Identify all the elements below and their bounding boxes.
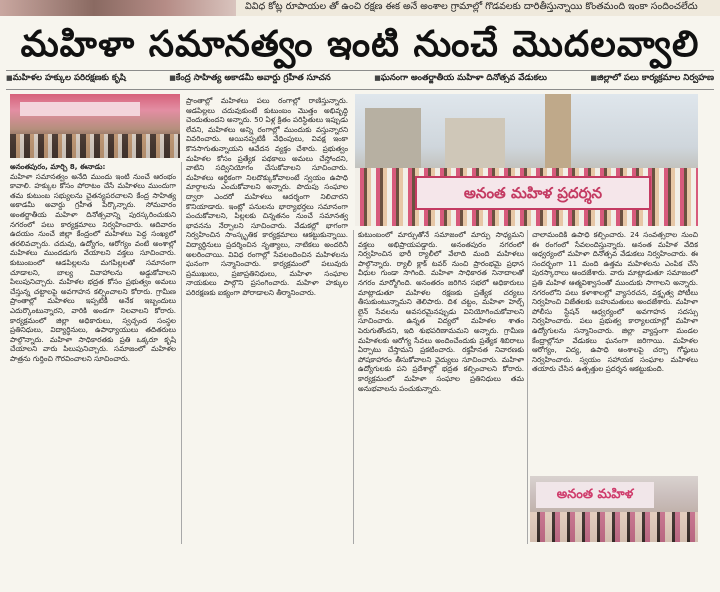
article-column-3 xyxy=(358,230,524,544)
top-strip-image xyxy=(0,0,236,16)
article-column-2 xyxy=(186,96,348,544)
dateline: అనంతపురం, మార్చి 8, ఈనాడు: xyxy=(10,162,106,171)
photo-meeting-stage xyxy=(10,94,180,158)
photo-building xyxy=(445,118,505,174)
column-2-text: ప్రాంతాల్లో మహిళలు పలు రంగాల్లో రాణిస్తున్నారు. ఆడపిల్లలు చదువుకుంటే కుటుంబం మొత్తం అభివృద్ధి చెందుతుందని అన్నారు. 50 ఏళ్ల క్రితం పరిస్థితులు ఇప్పుడు లేవని, మహిళలు అన్ని రంగాల్లో ముందుకు వస్తున్నారని వివరించారు. అయినప్పటికీ వేధింపులు, వివక్ష ఇంకా కొనసాగుతున్నాయని ఆవేదన వ్యక్తం చేశారు. ప్రభుత్వం మహిళల కోసం ప్రత్యేక పథకాలు అమలు చేస్తోందని, వాటిని సద్వినియోగం చేసుకోవాలని సూచించారు. మహిళలు ఆర్థికంగా నిలదొక్కుకోవాలంటే స్వయం ఉపాధి మార్గాలను ఎంచుకోవాలని అన్నారు. పొదుపు సంఘాల ద్వారా ఎందరో మహిళలు ఆదర్శంగా నిలిచారని కొనియాడారు. ఇంట్లో పనులను భార్యాభర్తలు సమానంగా పంచుకోవాలని, పిల్లలకు చిన్నతనం నుంచే సమానత్వ భావనను నేర్పాలని సూచించారు. వేడుకల్లో భాగంగా నిర్వహించిన సాంస్కృతిక కార్యక్రమాలు ఆకట్టుకున్నాయి. విద్యార్థినులు ప్రదర్శించిన నృత్యాలు, నాటికలు అందరినీ అలరించాయి. వివిధ రంగాల్లో సేవలందించిన మహిళలను ఘనంగా సన్మానించారు. కార్యక్రమంలో పలువురు ప్రముఖులు, ప్రజాప్రతినిధులు, మహిళా సంఘాల నాయకులు పాల్గొని ప్రసంగించారు. మహిళా హక్కుల పరిరక్షణకు ఐక్యంగా పోరాడాలని తీర్మానించారు. xyxy=(186,96,348,297)
divider-bottom xyxy=(6,89,714,90)
rally-banner: అనంత మహిళ ప్రదర్శన xyxy=(415,176,651,210)
divider-top xyxy=(6,70,714,71)
page-bottom-margin xyxy=(0,548,720,592)
subheadline-2: ■ కేంద్ర సాహిత్య అకాడమీ అవార్డు గ్రహీత సూచన xyxy=(169,73,330,87)
article-column-4 xyxy=(532,230,698,472)
photo-audience xyxy=(10,134,180,158)
photo-felicitation xyxy=(530,476,698,542)
top-strip-text: వివిధ కోట్ల రూపాయల తో ఉంచి రక్షణ ఈక అనే అంశాల గ్రామాల్లో గొడవలకు దారితీస్తున్నాయి కొంతమంది ఇంకా సందించలేదు xyxy=(245,1,698,12)
photo-rally xyxy=(355,94,698,226)
column-divider xyxy=(181,162,182,544)
article-column-1 xyxy=(10,162,176,544)
column-1-text: మహిళా సమానత్వం అనేది ముందు ఇంటి నుంచే ఆరంభం కావాలి. హక్కుల కోసం పోరాటం చేసే మహిళలు ముందుగా తమ కుటుంబ సభ్యులను చైతన్యపరచాలని కేంద్ర సాహిత్య అకాడమీ అవార్డు గ్రహీత పేర్కొన్నారు. సోమవారం అంతర్జాతీయ మహిళా దినోత్సవాన్ని పురస్కరించుకుని నగరంలో పలు కార్యక్రమాలు నిర్వహించారు. ఆదివారం ఉదయం నుంచే జిల్లా కేంద్రంలో మహిళలు పెద్ద సంఖ్యలో తరలివచ్చారు. చదువు, ఉద్యోగం, ఆరోగ్యం వంటి అంశాల్లో మహిళలు ముందడుగు వేయాలని వక్తలు సూచించారు. కుటుంబంలో ఆడపిల్లలను మగపిల్లలతో సమానంగా చూడాలని, బాల్య వివాహాలను అడ్డుకోవాలని పిలుపునిచ్చారు. మహిళల భద్రత కోసం ప్రభుత్వం అమలు చేస్తున్న చట్టాలపై అవగాహన కల్పించాలని కోరారు. గ్రామీణ ప్రాంతాల్లో మహిళలు ఇప్పటికీ అనేక ఇబ్బందులు ఎదుర్కొంటున్నారని, వారికి అండగా నిలవాలని కోరారు. కార్యక్రమంలో జిల్లా అధికారులు, స్వచ్ఛంద సంస్థల ప్రతినిధులు, విద్యార్థినులు, ఉపాధ్యాయులు తదితరులు పాల్గొన్నారు. మహిళా సాధికారతకు ప్రతి ఒక్కరూ కృషి చేయాలని వారు పిలుపునిచ్చారు. సమాజంలో మహిళల పాత్రను గుర్తించి గౌరవించాలని సూచించారు. xyxy=(10,171,176,363)
headline: మహిళా సమానత్వం ఇంటి నుంచే మొదలవ్వాలి xyxy=(20,23,700,65)
subheadline-3: ■ ఘనంగా అంతర్జాతీయ మహిళా దినోత్సవ వేడుకలు xyxy=(374,73,547,87)
column-divider xyxy=(353,230,354,544)
subheadline-4: ■ జిల్లాలో పలు కార్యక్రమాల నిర్వహణ xyxy=(590,73,714,87)
photo-clock-tower xyxy=(545,94,571,178)
subheadline-row xyxy=(6,73,714,87)
column-3-text: కుటుంబంలో మార్పుతోనే సమాజంలో మార్పు సాధ్యమని వక్తలు అభిప్రాయపడ్డారు. అనంతపురం నగరంలో నిర్వహించిన భారీ ర్యాలీలో వేలాది మంది మహిళలు పాల్గొన్నారు. ర్యాలీ క్లాక్ టవర్ నుంచి ప్రారంభమై ప్రధాన వీధుల గుండా సాగింది. మహిళా సాధికారత నినాదాలతో నగరం మార్మోగింది. అనంతరం జరిగిన సభలో అధికారులు మాట్లాడుతూ మహిళల రక్షణకు ప్రత్యేక చర్యలు తీసుకుంటున్నామని తెలిపారు. దిశ చట్టం, మహిళా హెల్ప్ లైన్ సేవలను అవసరమైనప్పుడు వినియోగించుకోవాలని సూచించారు. ఉన్నత విద్యలో మహిళల శాతం పెరుగుతోందని, ఇది శుభపరిణామమని అన్నారు. గ్రామీణ మహిళలకు ఆరోగ్య సేవలు అందించేందుకు ప్రత్యేక శిబిరాలు ఏర్పాటు చేస్తామని ప్రకటించారు. రక్తహీనత నివారణకు పోషకాహారం తీసుకోవాలని వైద్యులు సూచించారు. మహిళా ఉద్యోగులకు పని ప్రదేశాల్లో భద్రత కల్పించాలని కోరారు. కార్యక్రమంలో మహిళా సంఘాల ప్రతినిధులు తమ అనుభవాలను పంచుకున్నారు. xyxy=(358,230,524,393)
subheadline-1: ■ మహిళల హక్కుల పరిరక్షణకు కృషి xyxy=(6,73,126,87)
felicitation-banner: అనంత మహిళ xyxy=(536,482,654,508)
column-divider xyxy=(527,230,528,544)
top-strip xyxy=(0,0,720,16)
column-4-text: చాలామందికి ఉపాధి కల్పించారు. 24 సంవత్సరాల నుంచి ఈ రంగంలో సేవలందిస్తున్నారు. అనంత మహిళ వేదిక ఆధ్వర్యంలో మహిళా దినోత్సవ వేడుకలు నిర్వహించారు. ఈ సందర్భంగా 11 మంది ఉత్తమ మహిళలను ఎంపిక చేసి పురస్కారాలు అందజేశారు. వారు మాట్లాడుతూ సమాజంలో ప్రతి మహిళ ఆత్మవిశ్వాసంతో ముందుకు సాగాలని అన్నారు. నగరంలోని పలు కళాశాలల్లో వ్యాసరచన, వక్తృత్వ పోటీలు నిర్వహించి విజేతలకు బహుమతులు అందజేశారు. మహిళా పోలీసు స్టేషన్ ఆధ్వర్యంలో అవగాహన సదస్సు నిర్వహించారు. పలు ప్రభుత్వ కార్యాలయాల్లో మహిళా ఉద్యోగులను సన్మానించారు. జిల్లా వ్యాప్తంగా మండల కేంద్రాల్లోనూ వేడుకలు ఘనంగా జరిగాయి. మహిళల ఆరోగ్యం, విద్య, ఉపాధి అంశాలపై చర్చా గోష్ఠులు నిర్వహించారు. స్వయం సహాయక సంఘాల మహిళలు తయారు చేసిన ఉత్పత్తుల ప్రదర్శన ఆకట్టుకుంది. xyxy=(532,230,698,374)
photo-felicitation-people xyxy=(530,512,698,542)
photo-stage-banner xyxy=(20,102,140,116)
